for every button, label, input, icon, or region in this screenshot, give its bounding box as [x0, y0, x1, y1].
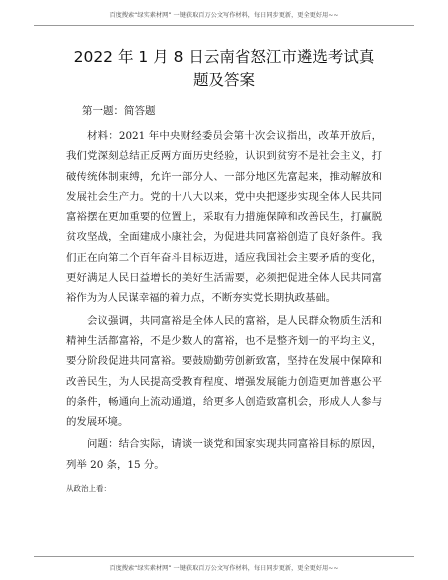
section-heading: 第一题：简答题 — [82, 105, 156, 117]
answer-lead-note: 从政治上看： — [66, 484, 111, 494]
paragraph-material: 材料：2021 年中央财经委员会第十次会议指出，改革开放后，我们党深刻总结正反两方面历史经验，认识到贫穷不是社会主义，打破传统体制束缚，允许一部分人、一部分地区先富起来，推动解放和发展社会生产力。党的十八大以来，党中央把逐步实现全体人民共同富裕摆在更加重要的位置上，采取有力措施保障和改善民生，打赢脱贫攻坚战，全面建成小康社会，为促进共同富裕创造了良好条件。我们正在向第二个百年奋斗目标迈进，适应我国社会主要矛盾的变化，更好满足人民日益增长的美好生活需要，必须把促进全体人民共同富裕作为为人民谋幸福的着力点，不断夯实党长期执政基础。 — [66, 130, 382, 305]
page-footer — [0, 554, 448, 580]
document-title: 2022 年 1 月 8 日云南省怒江市遴选考试真题及答案 — [73, 48, 375, 89]
paragraph-question: 问题：结合实际，请谈一谈党和国家实现共同富裕目标的原因，列举 20 条，15 分。 — [66, 438, 382, 471]
header-promo-text: 百度搜索“绿实素材网” 一键获取百万公文写作材料，每日同步更新，更全更好用~~ — [109, 12, 339, 19]
footer-promo-text: 百度搜索“绿实素材网” 一键获取百万公文写作材料，每日同步更新，更全更好用~~ — [109, 565, 339, 572]
paragraph-meeting: 会议强调，共同富裕是全体人民的富裕，是人民群众物质生活和精神生活都富裕，不是少数人的富裕，也不是整齐划一的平均主义，要分阶段促进共同富裕。要鼓励勤劳创新致富，坚持在发展中保障和改善民生，为人民提高受教育程度、增强发展能力创造更加普惠公平的条件，畅通向上流动通道，给更多人创造致富机会，形成人人参与的发展环境。 — [66, 314, 382, 429]
document-body — [66, 46, 382, 494]
page-header — [0, 0, 448, 30]
footer-divider — [34, 556, 414, 557]
header-divider — [34, 25, 414, 26]
